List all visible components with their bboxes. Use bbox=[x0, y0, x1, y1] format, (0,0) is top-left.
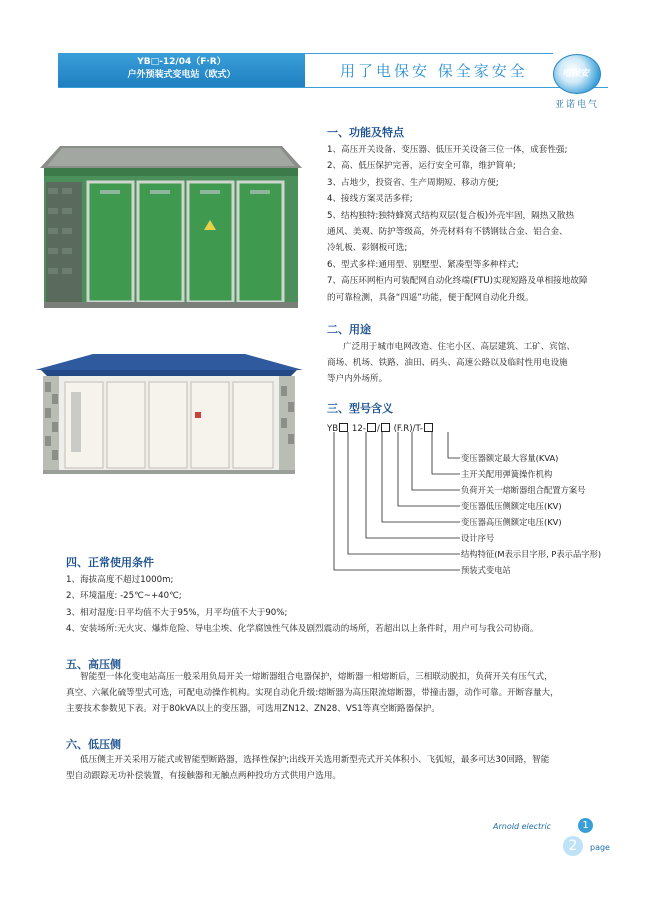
model-line: YB□-12/04（F·R） bbox=[137, 57, 226, 67]
header-top-divider bbox=[305, 53, 553, 54]
feature-item: 5、结构独特:独特蜂窝式结构双层(复合板)外壳牢固，隔热又散热 bbox=[327, 210, 575, 221]
model-prefix: YB bbox=[327, 424, 339, 434]
features-list bbox=[327, 142, 588, 306]
feature-item: 1、高压开关设备、变压器、低压开关设备三位一体，成套性强; bbox=[327, 145, 568, 155]
model-box bbox=[424, 423, 433, 432]
low-voltage-heading: 六、低压侧 bbox=[66, 738, 121, 751]
high-voltage-heading: 五、高压侧 bbox=[66, 658, 121, 671]
header-title-box bbox=[58, 53, 305, 87]
model-part3: (F.R)/T- bbox=[393, 424, 424, 434]
low-voltage-line: 低压侧主开关采用万能式或智能型断路器，选择性保护;出线开关选用新型壳式开关体积小、飞弧短，最多可达30回路，智能 bbox=[80, 755, 550, 765]
model-desc: 变压器高压侧额定电压(KV) bbox=[461, 517, 562, 527]
model-desc: 负荷开关一熔断器组合配置方案号 bbox=[461, 485, 586, 495]
feature-item: 3、占地少，投资省、生产周期短、移动方便; bbox=[327, 177, 499, 188]
page-number-1: 1 bbox=[578, 818, 593, 833]
model-code: YB 12- / (F.R)/T- bbox=[327, 423, 434, 434]
model-part2: 12- bbox=[351, 424, 366, 434]
company-name: 亚诺电气 bbox=[555, 100, 600, 110]
white-substation-image bbox=[33, 352, 305, 475]
conditions-list bbox=[66, 572, 538, 638]
green-substation-image bbox=[40, 138, 302, 310]
model-box bbox=[339, 423, 348, 432]
feature-item: 4、接线方案灵活多样; bbox=[327, 194, 413, 205]
feature-item: 6、型式多样:通用型、别墅型、紧凑型等多种样式; bbox=[327, 259, 519, 270]
low-voltage-line: 型自动跟踪无功补偿装置，有接触器和无触点两种投功方式供用户选用。 bbox=[66, 771, 342, 781]
condition-item: 1、海拔高度不超过1000m; bbox=[66, 575, 174, 585]
feature-item: 2、高、低压保护完善，运行安全可靠，维护简单; bbox=[327, 161, 516, 172]
high-voltage-line: 主要技术参数见下表。对于80kVA以上的变压器，可选用ZN12、ZN28、VS1等真空断路器保护。 bbox=[66, 704, 441, 714]
model-box bbox=[381, 423, 390, 432]
conditions-heading: 四、正常使用条件 bbox=[66, 556, 154, 569]
model-desc: 变压器额定最大容量(KVA) bbox=[461, 453, 559, 463]
high-voltage-line: 智能型一体化变电站高压一般采用负局开关一熔断器组合电器保护，熔断器一相熔断后，三相联动脱扣，负荷开关有压气式， bbox=[80, 672, 553, 682]
model-desc: 主开关配用弹簧操作机构 bbox=[461, 469, 553, 479]
feature-item: 的可靠检测，具备“四遥”功能，便于配网自动化升级。 bbox=[327, 292, 534, 303]
usage-line: 商场、机场、铁路、油田、码头、高速公路以及临时性用电设施 bbox=[327, 358, 568, 368]
model-heading: 三、型号含义 bbox=[327, 402, 393, 415]
model-desc: 结构特征(M表示目字形, P表示品字形) bbox=[461, 549, 602, 559]
page-title: 户外预装式变电站（欧式） bbox=[127, 70, 236, 80]
usage-line: 等户内外场所。 bbox=[327, 374, 388, 384]
logo-text: 电保安 bbox=[562, 69, 590, 79]
footer-brand: Arnold electric bbox=[493, 822, 552, 831]
condition-item: 2、环境温度: -25℃~+40℃; bbox=[66, 591, 182, 602]
model-desc: 设计序号 bbox=[461, 533, 495, 543]
model-box bbox=[367, 423, 376, 432]
feature-item: 冷轧板、彩钢板可选; bbox=[327, 243, 408, 254]
features-heading: 一、功能及特点 bbox=[327, 126, 404, 139]
slogan: 用了电保安 保全家安全 bbox=[340, 62, 528, 80]
high-voltage-line: 真空、六氟化硫等型式可选，可配电动操作机构。实现自动化升级:熔断器为高压限流熔断器，带撞击器，动作可靠。开断容量大， bbox=[66, 688, 559, 698]
feature-item: 7、高压环网柜内可装配网自动化终端(FTU)实现短路及单相接地故障 bbox=[327, 276, 588, 287]
page-number-2: 2 bbox=[563, 836, 583, 856]
feature-item: 通风、美观、防护等级高，外壳材料有不锈钢钛合金、铝合金、 bbox=[327, 227, 568, 238]
page-label: page bbox=[590, 843, 610, 852]
usage-heading: 二、用途 bbox=[327, 323, 371, 336]
header-divider bbox=[58, 87, 608, 88]
condition-item: 3、相对湿度:日平均值不大于95%，月平均值不大于90%; bbox=[66, 607, 288, 618]
model-connector-lines bbox=[320, 432, 470, 577]
condition-item: 4、安装场所:无火灾、爆炸危险、导电尘埃、化学腐蚀性气体及剧烈震动的场所，若超出以上条件时，用户可与我公司协商。 bbox=[66, 624, 539, 635]
usage-line: 广泛用于城市电网改造、住宅小区、高层建筑、工矿、宾馆、 bbox=[343, 342, 576, 352]
model-desc: 预装式变电站 bbox=[461, 565, 511, 575]
model-desc: 变压器低压侧额定电压(KV) bbox=[461, 501, 562, 511]
